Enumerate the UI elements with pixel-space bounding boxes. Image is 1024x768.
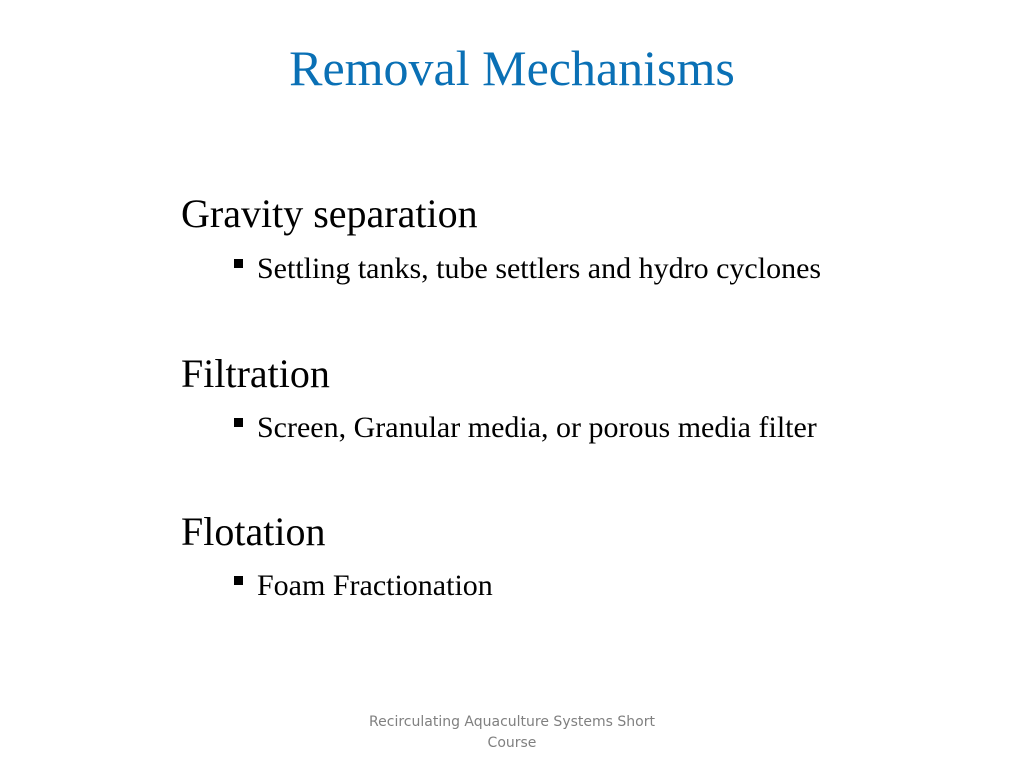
list-item-text: Settling tanks, tube settlers and hydro cyclones bbox=[257, 252, 822, 285]
section-heading-filtration: Filtration bbox=[181, 351, 330, 396]
list-item-text: Foam Fractionation bbox=[257, 569, 493, 602]
slide-footer bbox=[312, 712, 712, 754]
footer-line-1: Recirculating Aquaculture Systems Short bbox=[369, 714, 655, 730]
square-bullet-icon bbox=[234, 576, 243, 585]
section-heading-gravity-separation: Gravity separation bbox=[181, 191, 478, 236]
list-item bbox=[234, 251, 821, 287]
list-item-text: Screen, Granular media, or porous media filter bbox=[257, 411, 817, 444]
list-item bbox=[234, 410, 817, 446]
square-bullet-icon bbox=[234, 259, 243, 268]
footer-line-2: Course bbox=[487, 735, 537, 751]
section-heading-flotation: Flotation bbox=[181, 509, 326, 554]
square-bullet-icon bbox=[234, 418, 243, 427]
slide-title: Removal Mechanisms bbox=[289, 40, 735, 96]
list-item bbox=[234, 568, 493, 604]
